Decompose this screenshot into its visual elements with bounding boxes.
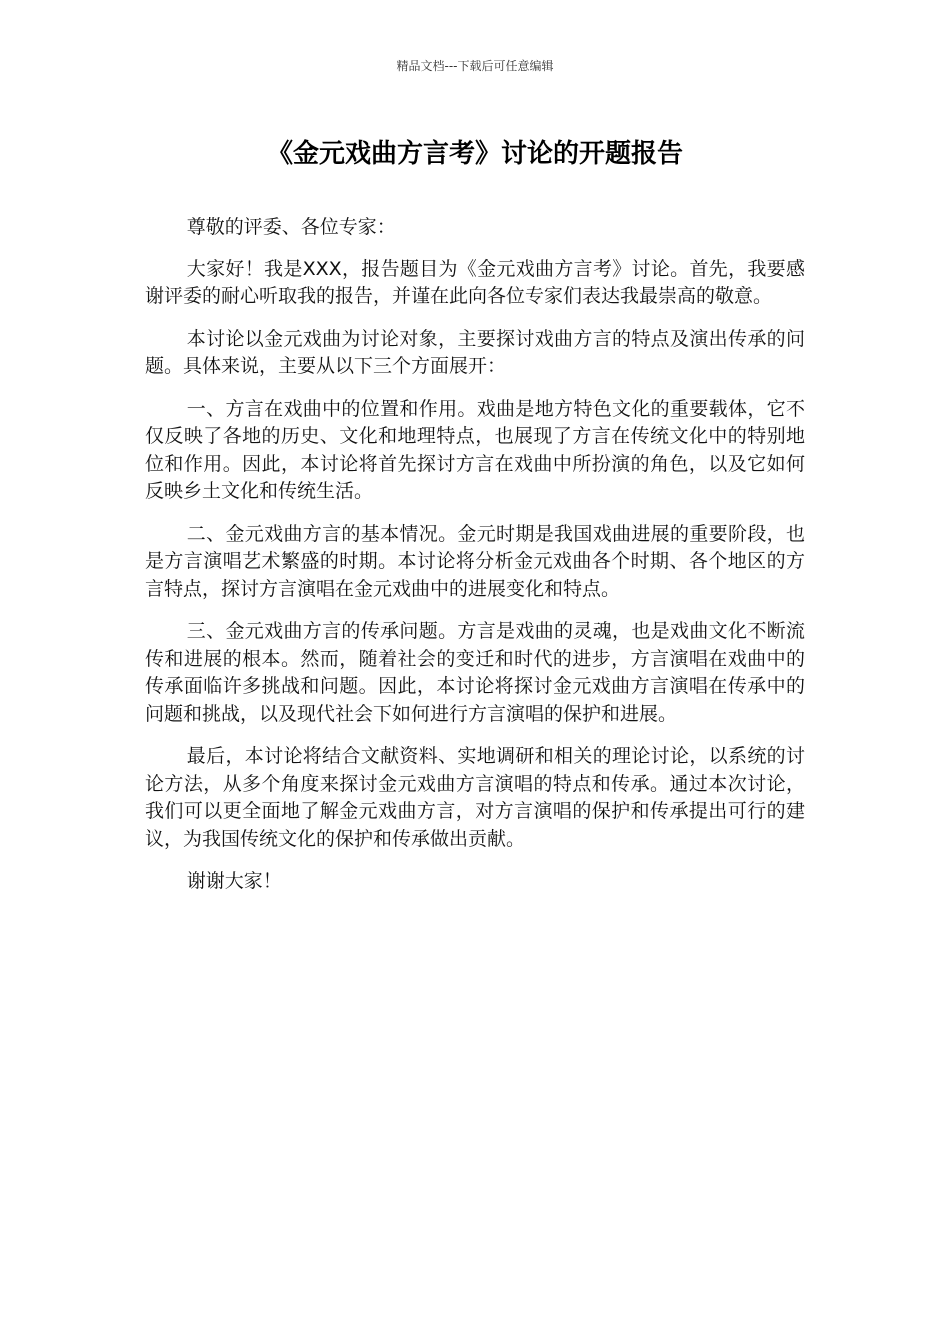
document-body	[145, 214, 805, 911]
closing-thanks: 谢谢大家！	[186, 870, 282, 892]
document-title: 《金元戏曲方言考》讨论的开题报告	[266, 139, 683, 169]
header-note: 精品文档---下载后可任意编辑	[396, 59, 554, 73]
paragraph-greeting: 大家好！我是XXX，报告题目为《金元戏曲方言考》讨论。首先，我要感谢评委的耐心听取我的报告，并谨在此向各位专家们表达我最崇高的敬意。	[145, 257, 805, 307]
paragraph-conclusion: 最后，本讨论将结合文献资料、实地调研和相关的理论讨论，以系统的讨论方法，从多个角度来探讨金元戏曲方言演唱的特点和传承。通过本次讨论，我们可以更全面地了解金元戏曲方言，对方言演唱的保护和传承提出可行的建议，为我国传统文化的保护和传承做出贡献。	[145, 745, 805, 850]
paragraph-point-two: 二、金元戏曲方言的基本情况。金元时期是我国戏曲进展的重要阶段，也是方言演唱艺术繁盛的时期。本讨论将分析金元戏曲各个时期、各个地区的方言特点，探讨方言演唱在金元戏曲中的进展变化和特点。	[145, 522, 805, 600]
paragraph-point-three: 三、金元戏曲方言的传承问题。方言是戏曲的灵魂，也是戏曲文化不断流传和进展的根本。然而，随着社会的变迁和时代的进步，方言演唱在戏曲中的传承面临许多挑战和问题。因此，本讨论将探讨金元戏曲方言演唱在传承中的问题和挑战，以及现代社会下如何进行方言演唱的保护和进展。	[145, 620, 805, 725]
paragraph-overview: 本讨论以金元戏曲为讨论对象，主要探讨戏曲方言的特点及演出传承的问题。具体来说，主要从以下三个方面展开：	[145, 327, 805, 377]
paragraph-point-one: 一、方言在戏曲中的位置和作用。戏曲是地方特色文化的重要载体，它不仅反映了各地的历史、文化和地理特点，也展现了方言在传统文化中的特别地位和作用。因此，本讨论将首先探讨方言在戏曲中所扮演的角色，以及它如何反映乡土文化和传统生活。	[145, 397, 805, 502]
salutation: 尊敬的评委、各位专家：	[186, 216, 396, 238]
